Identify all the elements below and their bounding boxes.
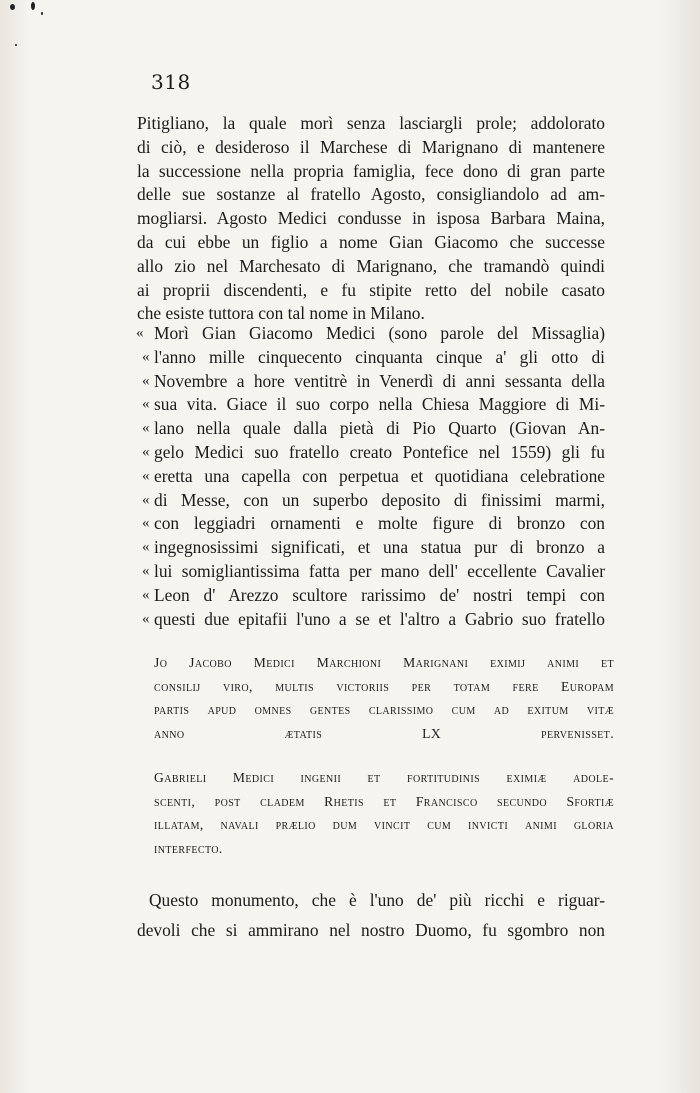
text-line: devoli che si ammirano nel nostro Duomo, fu sgombro non	[137, 920, 605, 940]
quote-line-text: Morì Gian Giacomo Medici (sono parole del Missaglia)	[154, 323, 605, 343]
epitaph-gabrio	[154, 766, 614, 860]
quote-line	[142, 584, 605, 608]
quote-mark: «	[142, 562, 150, 579]
epitaph-line: illatam, navali prælio dum vincit cum invicti animi gloria	[154, 817, 614, 832]
paragraph-1	[137, 112, 605, 326]
quote-line	[142, 465, 605, 489]
page-number: 318	[151, 70, 191, 94]
quote-line	[142, 441, 605, 465]
quote-line	[142, 346, 605, 370]
epitaph-line: scenti, post cladem Rhetis et Francisco secundo Sfortiæ	[154, 793, 614, 809]
epitaph-line: Jo Jacobo Medici Marchioni Marignani eximij animi et	[154, 655, 614, 670]
text-line: delle sue sostanze al fratello Agosto, consigliandolo ad am-	[137, 184, 605, 205]
quote-mark: «	[142, 586, 150, 603]
text-line: allo zio nel Marchesato di Marignano, che tramandò quindi	[137, 255, 605, 276]
quote-line	[142, 608, 605, 632]
quotation	[136, 322, 605, 631]
quote-line-text: lui somigliantissima fatta per mano dell' eccellente Cavalier	[154, 560, 605, 581]
quote-mark: «	[142, 515, 150, 532]
text-line: la successione nella propria famiglia, fece dono di gran parte	[137, 160, 605, 181]
quote-line	[142, 560, 605, 584]
quote-mark: «	[142, 539, 150, 556]
text-line: Questo monumento, che è l'uno de' più ricchi e riguar-	[149, 890, 605, 910]
epitaph-line: consilij viro, multis victoriis per totam fere Europam	[154, 678, 614, 694]
quote-line	[142, 489, 605, 513]
quote-mark: «	[142, 610, 150, 627]
quote-line-text: ingegnosissimi significati, et una statua pur di bronzo a	[154, 537, 605, 558]
quote-line	[142, 536, 605, 560]
epitaph-giacomo	[154, 651, 614, 745]
epitaph-line: anno ætatis LX pervenisset.	[154, 725, 614, 741]
ink-speck	[10, 4, 15, 10]
quote-line-text: eretta una capella con perpetua et quotidiana celebratione	[154, 465, 605, 486]
quote-line	[142, 370, 605, 394]
quote-mark: «	[142, 348, 150, 365]
epitaph-line: interfecto.	[154, 840, 223, 856]
text-line: Pitigliano, la quale morì senza lasciargli prole; addolorato	[137, 113, 605, 133]
quote-mark: «	[142, 372, 150, 389]
text-line: di ciò, e desideroso il Marchese di Marignano di mantenere	[137, 136, 605, 157]
quote-mark: «	[142, 467, 150, 484]
quote-line-text: questi due epitafii l'uno a se et l'altro a Gabrio suo fratello	[154, 608, 605, 629]
quote-line	[142, 417, 605, 441]
ink-speck	[15, 44, 17, 46]
quote-mark: «	[142, 420, 150, 437]
text-line: da cui ebbe un figlio a nome Gian Giacomo che successe	[137, 231, 605, 252]
quote-mark: «	[142, 443, 150, 460]
text-line: che esiste tuttora con tal nome in Milano.	[137, 303, 425, 324]
text-line: ai proprii discendenti, e fu stipite retto del nobile casato	[137, 279, 605, 300]
quote-mark: «	[136, 325, 144, 341]
ink-speck	[41, 12, 43, 15]
quote-line-text: di Messe, con un superbo deposito di finissimi marmi,	[154, 489, 605, 510]
quote-line	[136, 322, 605, 346]
quote-mark: «	[142, 491, 150, 508]
ink-speck	[31, 2, 35, 10]
quote-line-text: con leggiadri ornamenti e molte figure di bronzo con	[154, 513, 605, 534]
quote-line-text: lano nella quale dalla pietà di Pio Quarto (Giovan An-	[154, 418, 605, 439]
quote-line	[142, 393, 605, 417]
epitaph-line: partis apud omnes gentes clarissimo cum ad exitum vitæ	[154, 702, 614, 717]
text-line: mogliarsi. Agosto Medici condusse in isposa Barbara Maina,	[137, 208, 605, 229]
quote-line	[142, 512, 605, 536]
quote-mark: «	[142, 396, 150, 413]
quote-line-text: Leon d' Arezzo scultore rarissimo de' nostri tempi con	[154, 584, 605, 605]
quote-line-text: Novembre a hore ventitrè in Venerdì di anni sessanta della	[154, 370, 605, 391]
quote-line-text: sua vita. Giace il suo corpo nella Chiesa Maggiore di Mi-	[154, 394, 605, 415]
paragraph-2	[137, 885, 605, 945]
quote-line-text: l'anno mille cinquecento cinquanta cinque a' gli otto di	[154, 346, 605, 367]
epitaph-line: Gabrieli Medici ingenii et fortitudinis eximiæ adole-	[154, 770, 614, 785]
quote-line-text: gelo Medici suo fratello creato Pontefice nel 1559) gli fu	[154, 441, 605, 462]
